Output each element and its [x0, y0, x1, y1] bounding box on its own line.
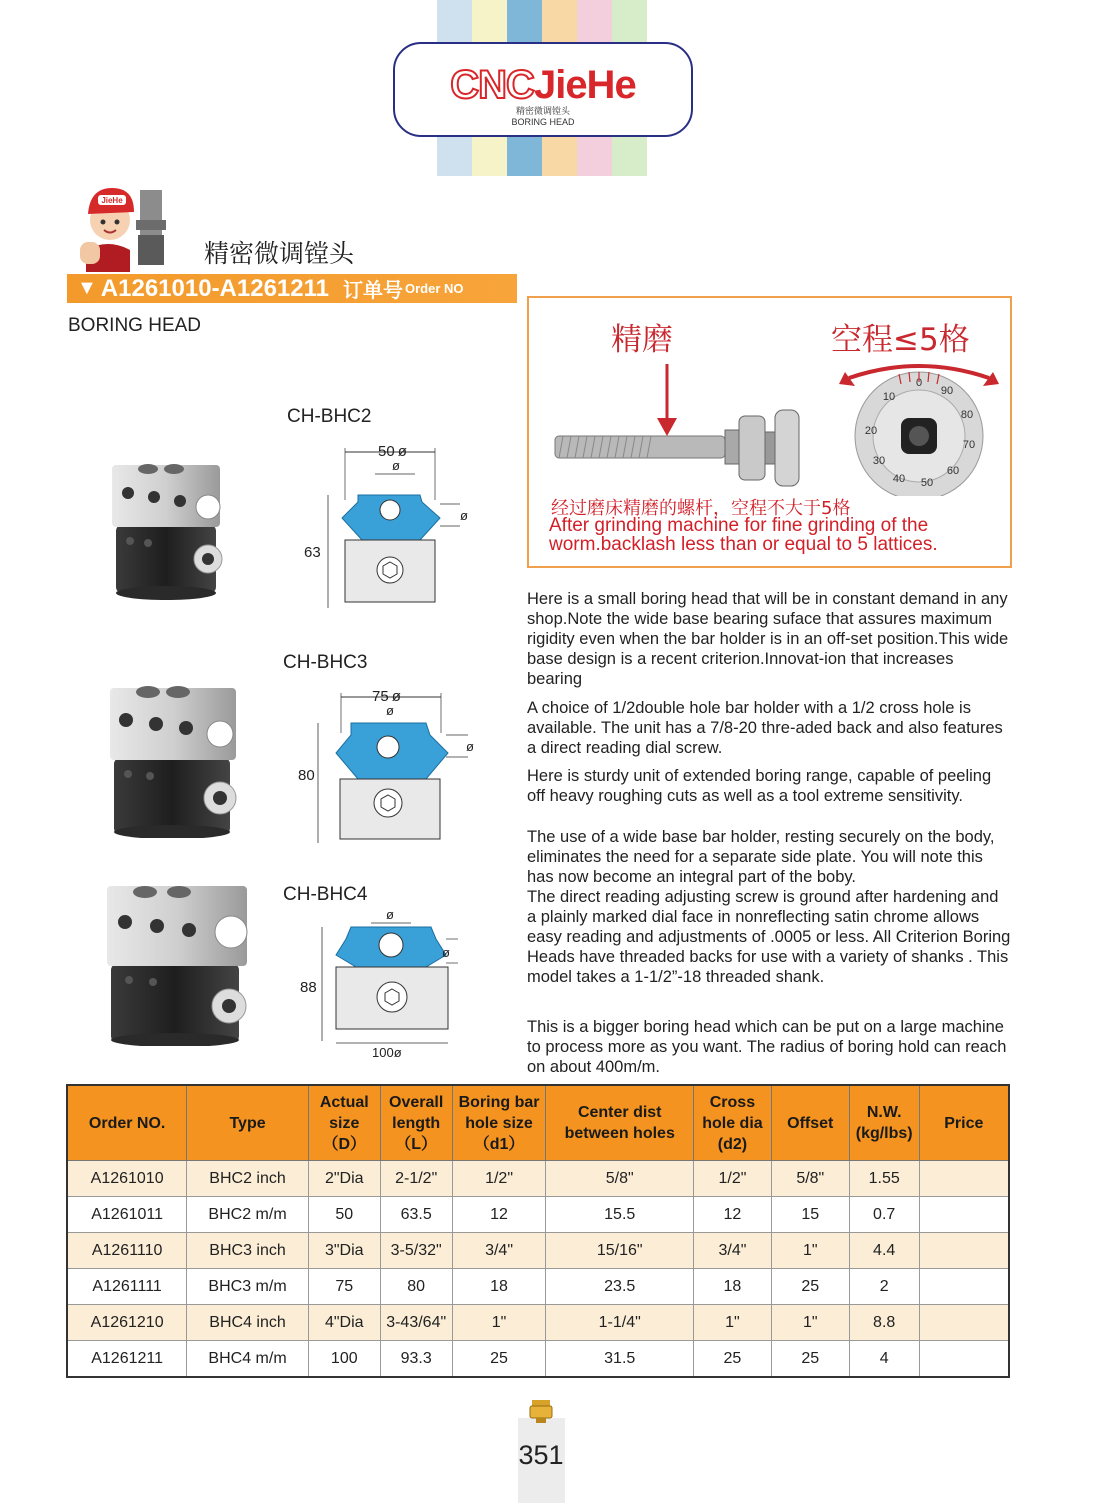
dial-number: 80: [960, 409, 974, 421]
cell: 80: [380, 1269, 452, 1305]
cell: 25: [694, 1341, 772, 1378]
caption-en: After grinding machine for fine grinding of the worm.backlash less than or equal to 5 lattices.: [549, 515, 938, 555]
table-row: [67, 1269, 1009, 1305]
header-offset: Offset: [771, 1085, 849, 1161]
dia-symbol: ø: [460, 508, 468, 523]
dia-symbol: ø: [386, 703, 394, 718]
cell-type: BHC4 m/m: [187, 1341, 309, 1378]
cell: 1": [771, 1305, 849, 1341]
cell: 4: [849, 1341, 919, 1378]
cell: 25: [452, 1341, 546, 1378]
dial-number: 70: [962, 439, 976, 451]
cell: 4"Dia: [308, 1305, 380, 1341]
bhc2-photo: [108, 455, 230, 600]
cell: 12: [694, 1197, 772, 1233]
cell-order-no: A1261210: [67, 1305, 187, 1341]
header-boring-bar: Boring bar hole size （d1）: [452, 1085, 546, 1161]
dia-symbol: ø: [466, 739, 474, 754]
cell-price: [919, 1341, 1009, 1378]
cell: 31.5: [546, 1341, 694, 1378]
cell: 5/8": [771, 1161, 849, 1197]
dial-number: 40: [892, 473, 906, 485]
brand-sub-cn: 精密微调镗头: [515, 106, 570, 116]
cell: 23.5: [546, 1269, 694, 1305]
cell-price: [919, 1233, 1009, 1269]
table-row: [67, 1305, 1009, 1341]
cell: 18: [452, 1269, 546, 1305]
subtitle-en: BORING HEAD: [68, 315, 202, 336]
cell-order-no: A1261110: [67, 1233, 187, 1269]
description-paragraph: Here is sturdy unit of extended boring range, capable of peeling off heavy roughing cuts as well as a tool extreme sensitivity.: [527, 767, 992, 805]
caption-cn: 经过磨床精磨的螺杆，空程不大于5格: [551, 498, 851, 519]
cell: 5/8": [546, 1161, 694, 1197]
cell: 2-1/2": [380, 1161, 452, 1197]
cell: 4.4: [849, 1233, 919, 1269]
header-nw: N.W. (kg/lbs): [849, 1085, 919, 1161]
dial-number: 50: [920, 477, 934, 489]
cell: 18: [694, 1269, 772, 1305]
cell: 75: [308, 1269, 380, 1305]
cell-order-no: A1261111: [67, 1269, 187, 1305]
cell-order-no: A1261010: [67, 1161, 187, 1197]
spec-table: [66, 1084, 1010, 1378]
cell-type: BHC2 inch: [187, 1161, 309, 1197]
cell: 93.3: [380, 1341, 452, 1378]
cell: 100: [308, 1341, 380, 1378]
cell: 2: [849, 1269, 919, 1305]
page-title-cn: 精密微调镗头: [204, 239, 355, 268]
cell: 1/2": [452, 1161, 546, 1197]
table-row: [67, 1197, 1009, 1233]
label-fine-grind: 精磨: [611, 322, 673, 358]
bhc4-photo: [103, 878, 251, 1046]
mascot-icon: [78, 180, 178, 272]
dial-number: 20: [864, 425, 878, 437]
header-type: Type: [187, 1085, 309, 1161]
cell: 12: [452, 1197, 546, 1233]
cell-order-no: A1261011: [67, 1197, 187, 1233]
header-order-no: Order NO.: [67, 1085, 187, 1161]
mascot-cap-text: JieHe: [101, 196, 123, 205]
cell: 3-43/64": [380, 1305, 452, 1341]
cell: 1": [694, 1305, 772, 1341]
dial-number: 0: [915, 377, 923, 389]
cell-type: BHC3 m/m: [187, 1269, 309, 1305]
triangle-icon: ▼: [77, 277, 97, 299]
dia-symbol: ø: [386, 907, 394, 922]
cell: 3-5/32": [380, 1233, 452, 1269]
model-label-bhc3: CH-BHC3: [283, 652, 368, 673]
cell-type: BHC3 inch: [187, 1233, 309, 1269]
description-paragraph: The use of a wide base bar holder, resting securely on the body, eliminates the need for a separate side plate. You will note this has now become an integral part of the boby.: [527, 828, 995, 886]
cell-price: [919, 1305, 1009, 1341]
dia-symbol: ø: [397, 443, 407, 460]
dial-number: 10: [882, 391, 896, 403]
bhc3-height-dim: 80: [298, 767, 315, 784]
bhc3-photo: [104, 678, 242, 838]
dial-number: 30: [872, 455, 886, 467]
cell-price: [919, 1197, 1009, 1233]
cell: 15.5: [546, 1197, 694, 1233]
cell: 15: [771, 1197, 849, 1233]
model-label-bhc4: CH-BHC4: [283, 884, 368, 905]
order-label-en: Order NO: [405, 281, 464, 296]
cell: 1/2": [694, 1161, 772, 1197]
cell: 1.55: [849, 1161, 919, 1197]
table-row: [67, 1161, 1009, 1197]
screw-and-dial-illustration: [549, 356, 999, 496]
model-label-bhc2: CH-BHC2: [287, 406, 372, 427]
cell: 3/4": [452, 1233, 546, 1269]
label-backlash: 空程≤5格: [831, 322, 970, 358]
header-overall-length: Overall length （L）: [380, 1085, 452, 1161]
order-range: A1261010-A1261211: [100, 274, 329, 302]
boring-head-icon: [528, 1398, 554, 1424]
cell-type: BHC2 m/m: [187, 1197, 309, 1233]
dia-symbol: ø: [442, 945, 450, 960]
cell: 0.7: [849, 1197, 919, 1233]
cell: 3"Dia: [308, 1233, 380, 1269]
header-cross-hole: Cross hole dia (d2): [694, 1085, 772, 1161]
dial-number: 90: [940, 385, 954, 397]
dia-symbol: ø: [393, 1045, 402, 1060]
brand-logo: [393, 42, 693, 137]
brand-jiehe: JieHe: [533, 63, 636, 107]
table-row: [67, 1233, 1009, 1269]
cell: 63.5: [380, 1197, 452, 1233]
header-price: Price: [919, 1085, 1009, 1161]
cell: 25: [771, 1269, 849, 1305]
order-number-bar: [67, 274, 517, 303]
dia-symbol: ø: [391, 688, 401, 705]
bhc2-drawing: [300, 440, 480, 620]
bhc4-height-dim: 88: [300, 979, 317, 996]
cell: 15/16": [546, 1233, 694, 1269]
cell: 3/4": [694, 1233, 772, 1269]
description-paragraph: The direct reading adjusting screw is ground after hardening and a plainly marked dial face in nonreflecting satin chrome allows easy reading and adjustments of .0005 or less. All Criterion Boring Heads have threaded backs for use with a variety of shanks . This model takes a 1-1/2”-18 threaded shank.: [527, 888, 1011, 986]
bhc4-drawing: [296, 905, 466, 1065]
cell-order-no: A1261211: [67, 1341, 187, 1378]
cell-price: [919, 1161, 1009, 1197]
cell: 25: [771, 1341, 849, 1378]
description-paragraph: This is a bigger boring head which can be put on a large machine to process more as you want. The radius of boring hold can reach on about 400m/m.: [527, 1018, 1007, 1076]
table-row: [67, 1341, 1009, 1378]
bhc2-top-dim: 50: [378, 443, 395, 460]
cell: 1-1/4": [546, 1305, 694, 1341]
bhc2-height-dim: 63: [304, 544, 321, 561]
page-number: 351: [518, 1440, 564, 1470]
bhc4-bottom-dim: 100: [372, 1045, 394, 1060]
cell: 50: [308, 1197, 380, 1233]
bhc3-drawing: [296, 683, 482, 853]
svg-text:100ø: [372, 1045, 402, 1060]
dia-symbol: ø: [392, 458, 400, 473]
order-label-cn: 订单号: [343, 278, 403, 302]
brand-cnc: CNC: [450, 63, 534, 107]
header-actual-size: Actual size （D）: [308, 1085, 380, 1161]
description-paragraph: Here is a small boring head that will be in constant demand in any shop.Note the wide base bearing suface that assures maximum rigidity even when the bar holder is in an off-set position.This wide base design is a recent criterion.Innovat-ion that increases bearing: [527, 590, 1009, 688]
cell-price: [919, 1269, 1009, 1305]
table-header-row: [67, 1085, 1009, 1161]
cell: 2"Dia: [308, 1161, 380, 1197]
header-center-dist: Center dist between holes: [546, 1085, 694, 1161]
description-paragraph: A choice of 1/2double hole bar holder with a 1/2 cross hole is available. The unit has a 7/8-20 thre-aded back and also features a direct reading dial screw.: [527, 699, 1003, 757]
brand-sub-en: BORING HEAD: [511, 117, 575, 127]
grinding-info-panel: [527, 296, 1012, 568]
cell: 1": [771, 1233, 849, 1269]
bhc3-top-dim: 75: [372, 688, 389, 705]
cell: 8.8: [849, 1305, 919, 1341]
cell: 1": [452, 1305, 546, 1341]
cell-type: BHC4 inch: [187, 1305, 309, 1341]
dial-number: 60: [946, 465, 960, 477]
